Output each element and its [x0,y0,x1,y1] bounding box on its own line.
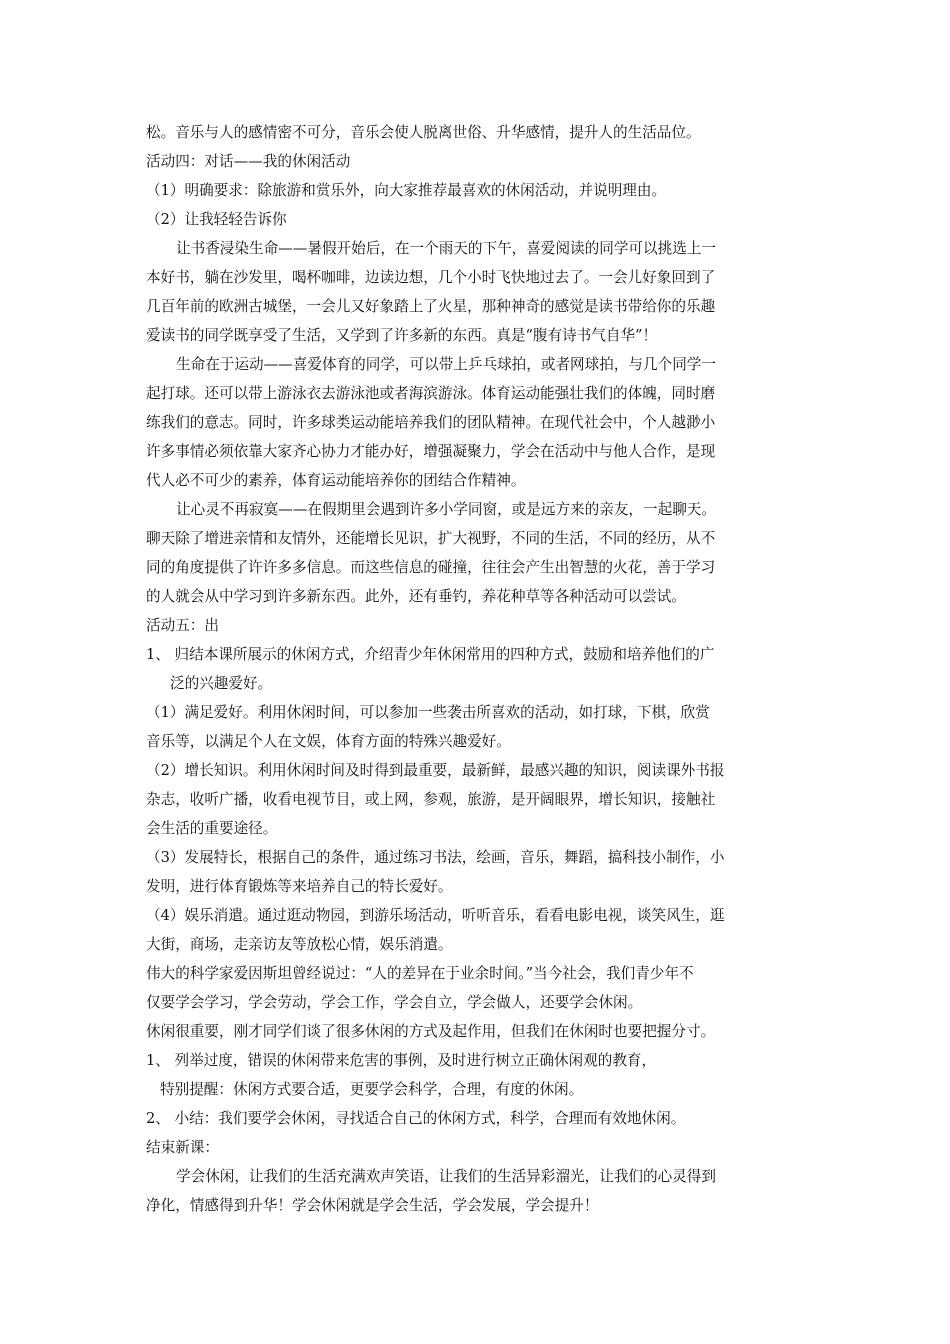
list-item-line: （2）增长知识。利用休闲时间及时得到最重要，最新鲜，最感兴趣的知识，阅读课外书报 [146,762,725,779]
list2-item2: 2、 小结：我们要学会休闲，寻找适合自己的休闲方式，科学，合理而有效地休闲。 [146,1110,686,1127]
activity5-sub2 [146,756,810,843]
reading-paragraph [146,234,810,350]
paragraph-line: 净化，情感得到升华！学会休闲就是学会生活，学会发展，学会提升！ [146,1197,599,1214]
list-item-line: 会生活的重要途径。 [146,820,278,837]
list-item-line: 泛的兴趣爱好。 [170,675,273,692]
paragraph-line: 几百年前的欧洲古城堡，一会儿又好象踏上了火星，那种神奇的感觉是读书带给你的乐趣 [146,298,716,315]
paragraph-line: 的人就会从中学习到许多新东西。此外，还有垂钓，养花种草等各种活动可以尝试。 [146,588,686,605]
paragraph-line: 代人必不可少的素养，体育运动能培养你的团结合作精神。 [146,472,526,489]
paragraph-line: 同的角度提供了许许多多信息。而这些信息的碰撞，往往会产生出智慧的火花，善于学习 [146,559,716,576]
closing-paragraph [146,1162,810,1220]
list-item-line: （4）娱乐消遣。通过逛动物园，到游乐场活动，听听音乐，看看电影电视，谈笑风生，逛 [146,907,725,924]
activity4-heading: 活动四：对话——我的休闲活动 [146,153,351,170]
quote-paragraph [146,959,810,1017]
closing-heading: 结束新课： [146,1139,219,1156]
list-item-line: 1、 归结本课所展示的休闲方式，介绍青少年休闲常用的四种方式，鼓励和培养他们的广 [146,646,715,663]
paragraph-line: 伟大的科学家爱因斯坦曾经说过：“人的差异在于业余时间。”当今社会，我们青少年不 [146,965,694,982]
document-page [146,118,810,1220]
paragraph-line: 生命在于运动——喜爱体育的同学，可以带上乒乓球拍，或者网球拍，与几个同学一 [176,356,716,373]
activity5-sub4 [146,901,810,959]
paragraph-line: 练我们的意志。同时，许多球类运动能培养我们的团队精神。在现代社会中，个人越渺小 [146,414,716,431]
transition-line: 休闲很重要，刚才同学们谈了很多休闲的方式及起作用，但我们在休闲时也要把握分寸。 [146,1023,716,1040]
list2-item1: 1、 列举过度，错误的休闲带来危害的事例，及时进行树立正确休闲观的教育， [146,1052,657,1069]
activity5-point1 [146,640,810,698]
activity4-item1: （1）明确要求：除旅游和赏乐外，向大家推荐最喜欢的休闲活动，并说明理由。 [146,182,667,199]
list-item-line: （1）满足爱好。利用休闲时间，可以参加一些袭击所喜欢的活动，如打球，下棋，欣赏 [146,704,710,721]
paragraph-line: 许多事情必须依靠大家齐心协力才能办好，增强凝聚力，学会在活动中与他人合作，是现 [146,443,716,460]
paragraph-line: 聊天除了增进亲情和友情外，还能增长见识，扩大视野，不同的生活，不同的经历，从不 [146,530,716,547]
paragraph-line: 学会休闲，让我们的生活充满欢声笑语，让我们的生活异彩溜光，让我们的心灵得到 [176,1168,716,1185]
paragraph-line: 起打球。还可以带上游泳衣去游泳池或者海滨游泳。体育运动能强壮我们的体魄，同时磨 [146,385,716,402]
list-item-line: 大街，商场，走亲访友等放松心情，娱乐消遣。 [146,936,453,953]
paragraph-line: 让书香浸染生命——暑假开始后，在一个雨天的下午，喜爱阅读的同学可以挑选上一 [176,240,716,257]
paragraph-line: 仅要学会学习，学会劳动，学会工作，学会自立，学会做人，还要学会休闲。 [146,994,643,1011]
social-paragraph [146,495,810,611]
paragraph-line: 让心灵不再寂寞——在假期里会遇到许多小学同窗，或是远方来的亲友，一起聊天。 [176,501,716,518]
paragraph-line: 本好书，躺在沙发里，喝杯咖啡，边读边想，几个小时飞快地过去了。一会儿好象回到了 [146,269,716,286]
list-item-line: 杂志，收听广播，收看电视节目，或上网，参观，旅游，是开阔眼界，增长知识，接触社 [146,791,716,808]
list-item-line: 音乐等，以满足个人在文娱，体育方面的特殊兴趣爱好。 [146,733,511,750]
intro-line: 松。音乐与人的感情密不可分，音乐会使人脱离世俗、升华感情，提升人的生活品位。 [146,124,701,141]
special-reminder: 特别提醒：休闲方式要合适，更要学会科学，合理，有度的休闲。 [160,1081,584,1098]
sports-paragraph [146,350,810,495]
activity4-item2: （2）让我轻轻告诉你 [146,211,287,228]
activity5-heading: 活动五：出 [146,617,219,634]
paragraph-line: 爱读书的同学既享受了生活，又学到了许多新的东西。真是“腹有诗书气自华”！ [146,327,658,344]
list-item-line: （3）发展特长，根据自己的条件，通过练习书法，绘画，音乐，舞蹈，搞科技小制作，小 [146,849,725,866]
list-item-line: 发明，进行体育锻炼等来培养自己的特长爱好。 [146,878,453,895]
activity5-sub1 [146,698,810,756]
activity5-sub3 [146,843,810,901]
